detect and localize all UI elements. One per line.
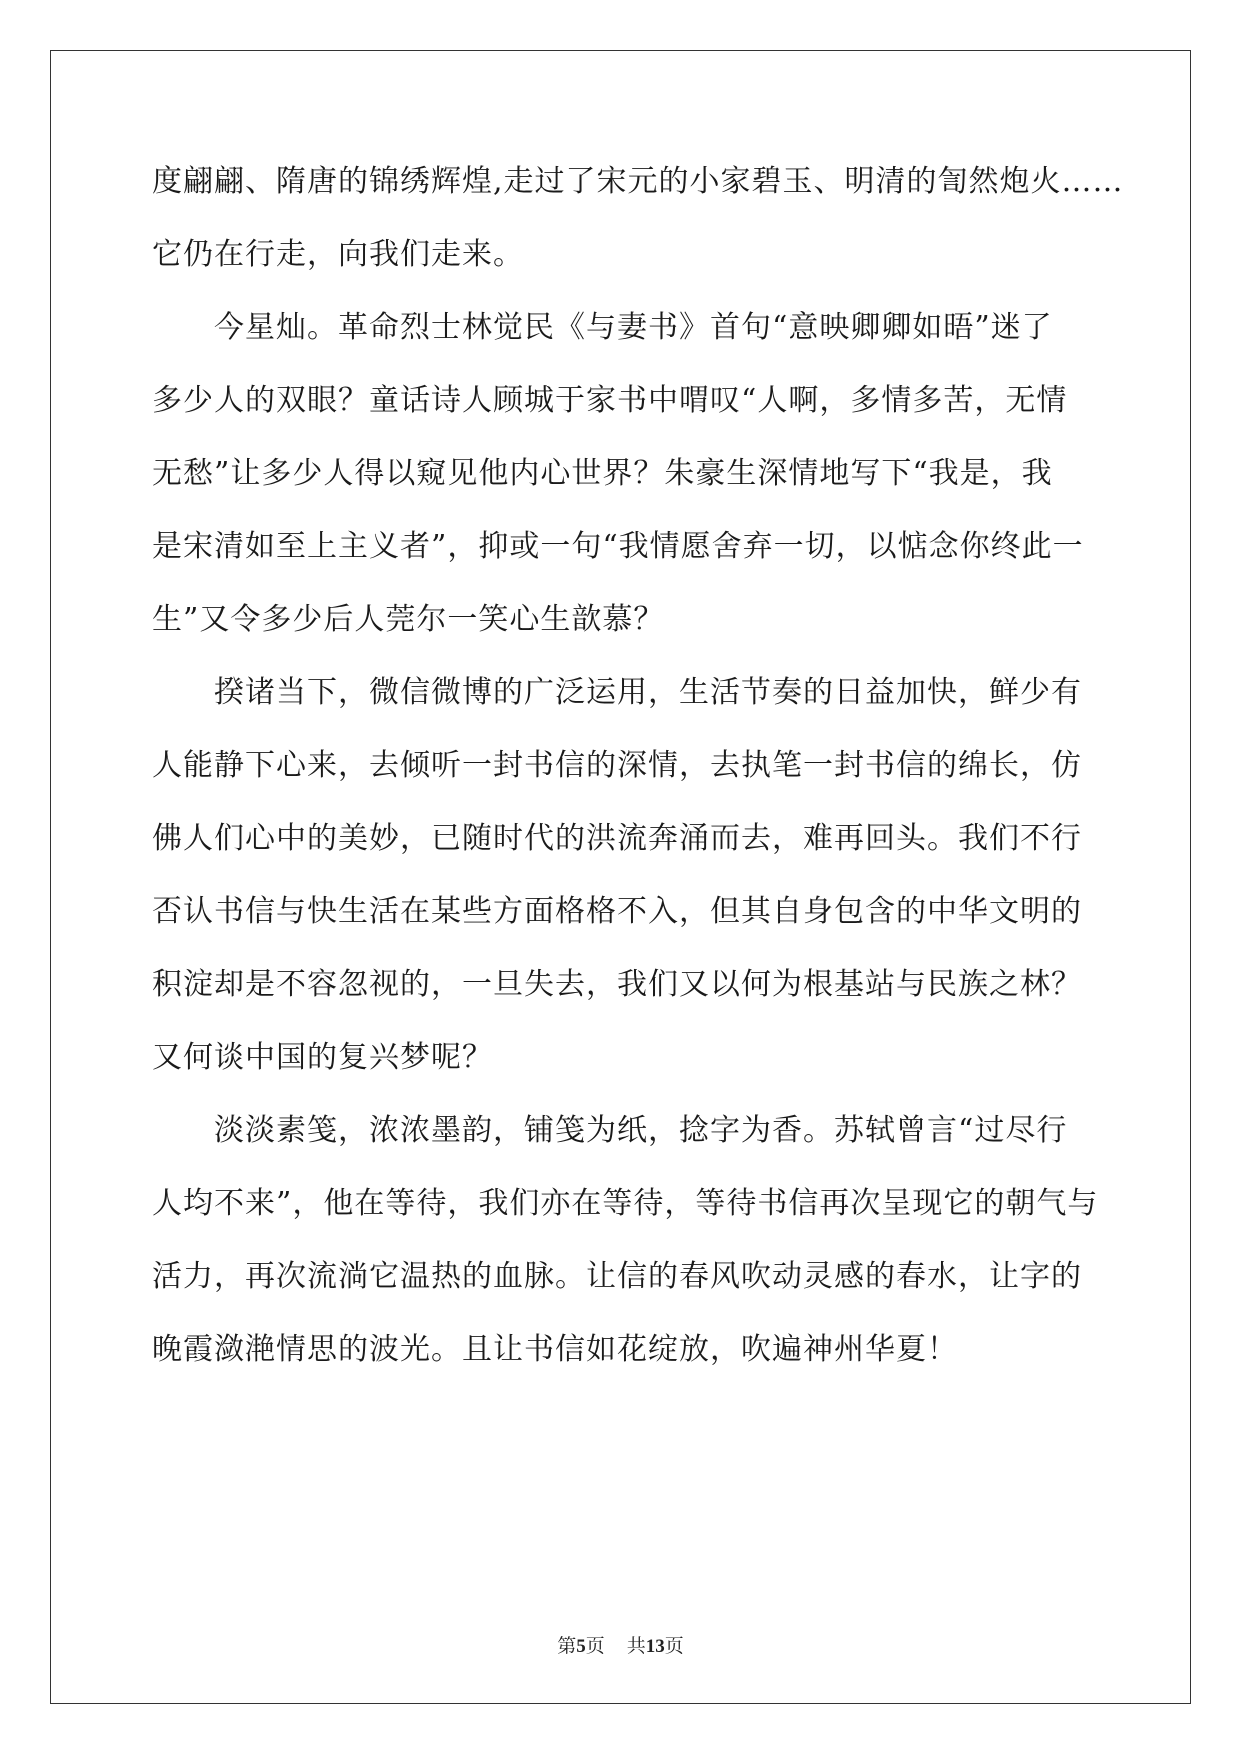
- text-line: 生”又令多少后人莞尔一笑心生歆慕？: [152, 602, 665, 637]
- text-line: 佛人们心中的美妙，已随时代的洪流奔涌而去，难再回头。我们不行: [152, 821, 1082, 856]
- text-line: 否认书信与快生活在某些方面格格不入，但其自身包含的中华文明的: [152, 894, 1082, 929]
- text-line: 积淀却是不容忽视的，一旦失去，我们又以何为根基站与民族之林？: [152, 967, 1082, 1002]
- text-line: 度翩翩、隋唐的锦绣辉煌,走过了宋元的小家碧玉、明清的訇然炮火……: [152, 164, 1124, 199]
- text-line: 又何谈中国的复兴梦呢？: [152, 1040, 493, 1075]
- page-footer: [0, 1634, 1241, 1659]
- page-number: 5: [576, 1636, 586, 1657]
- paragraph-start: 今星灿。革命烈士林觉民《与妻书》首句“意映卿卿如晤”迷了: [214, 310, 1053, 345]
- text-line: 人均不来”，他在等待，我们亦在等待，等待书信再次呈现它的朝气与: [152, 1186, 1099, 1221]
- paragraph-start: 淡淡素笺，浓浓墨韵，铺笺为纸，捻字为香。苏轼曾言“过尽行: [214, 1113, 1068, 1148]
- total-suffix: 页: [664, 1635, 684, 1657]
- page-suffix: 页: [585, 1635, 605, 1657]
- text-line: 无愁”让多少人得以窥见他内心世界？朱豪生深情地写下“我是，我: [152, 456, 1053, 491]
- text-line: 多少人的双眼？童话诗人顾城于家书中喟叹“人啊，多情多苦，无情: [152, 383, 1068, 418]
- text-line: 是宋清如至上主义者”，抑或一句“我情愿舍弃一切，以惦念你终此一: [152, 529, 1084, 564]
- page-border: [50, 50, 1191, 1704]
- text-line: 活力，再次流淌它温热的血脉。让信的春风吹动灵感的春水，让字的: [152, 1259, 1082, 1294]
- text-line: 它仍在行走，向我们走来。: [152, 237, 524, 272]
- total-prefix: 共: [626, 1635, 646, 1657]
- total-pages: 13: [645, 1636, 665, 1657]
- paragraph-start: 揆诸当下，微信微博的广泛运用，生活节奏的日益加快，鲜少有: [214, 675, 1082, 710]
- text-line: 人能静下心来，去倾听一封书信的深情，去执笔一封书信的绵长，仿: [152, 748, 1082, 783]
- page-prefix: 第: [557, 1635, 577, 1657]
- text-line: 晚霞潋滟情思的波光。且让书信如花绽放，吹遍神州华夏！: [152, 1332, 958, 1367]
